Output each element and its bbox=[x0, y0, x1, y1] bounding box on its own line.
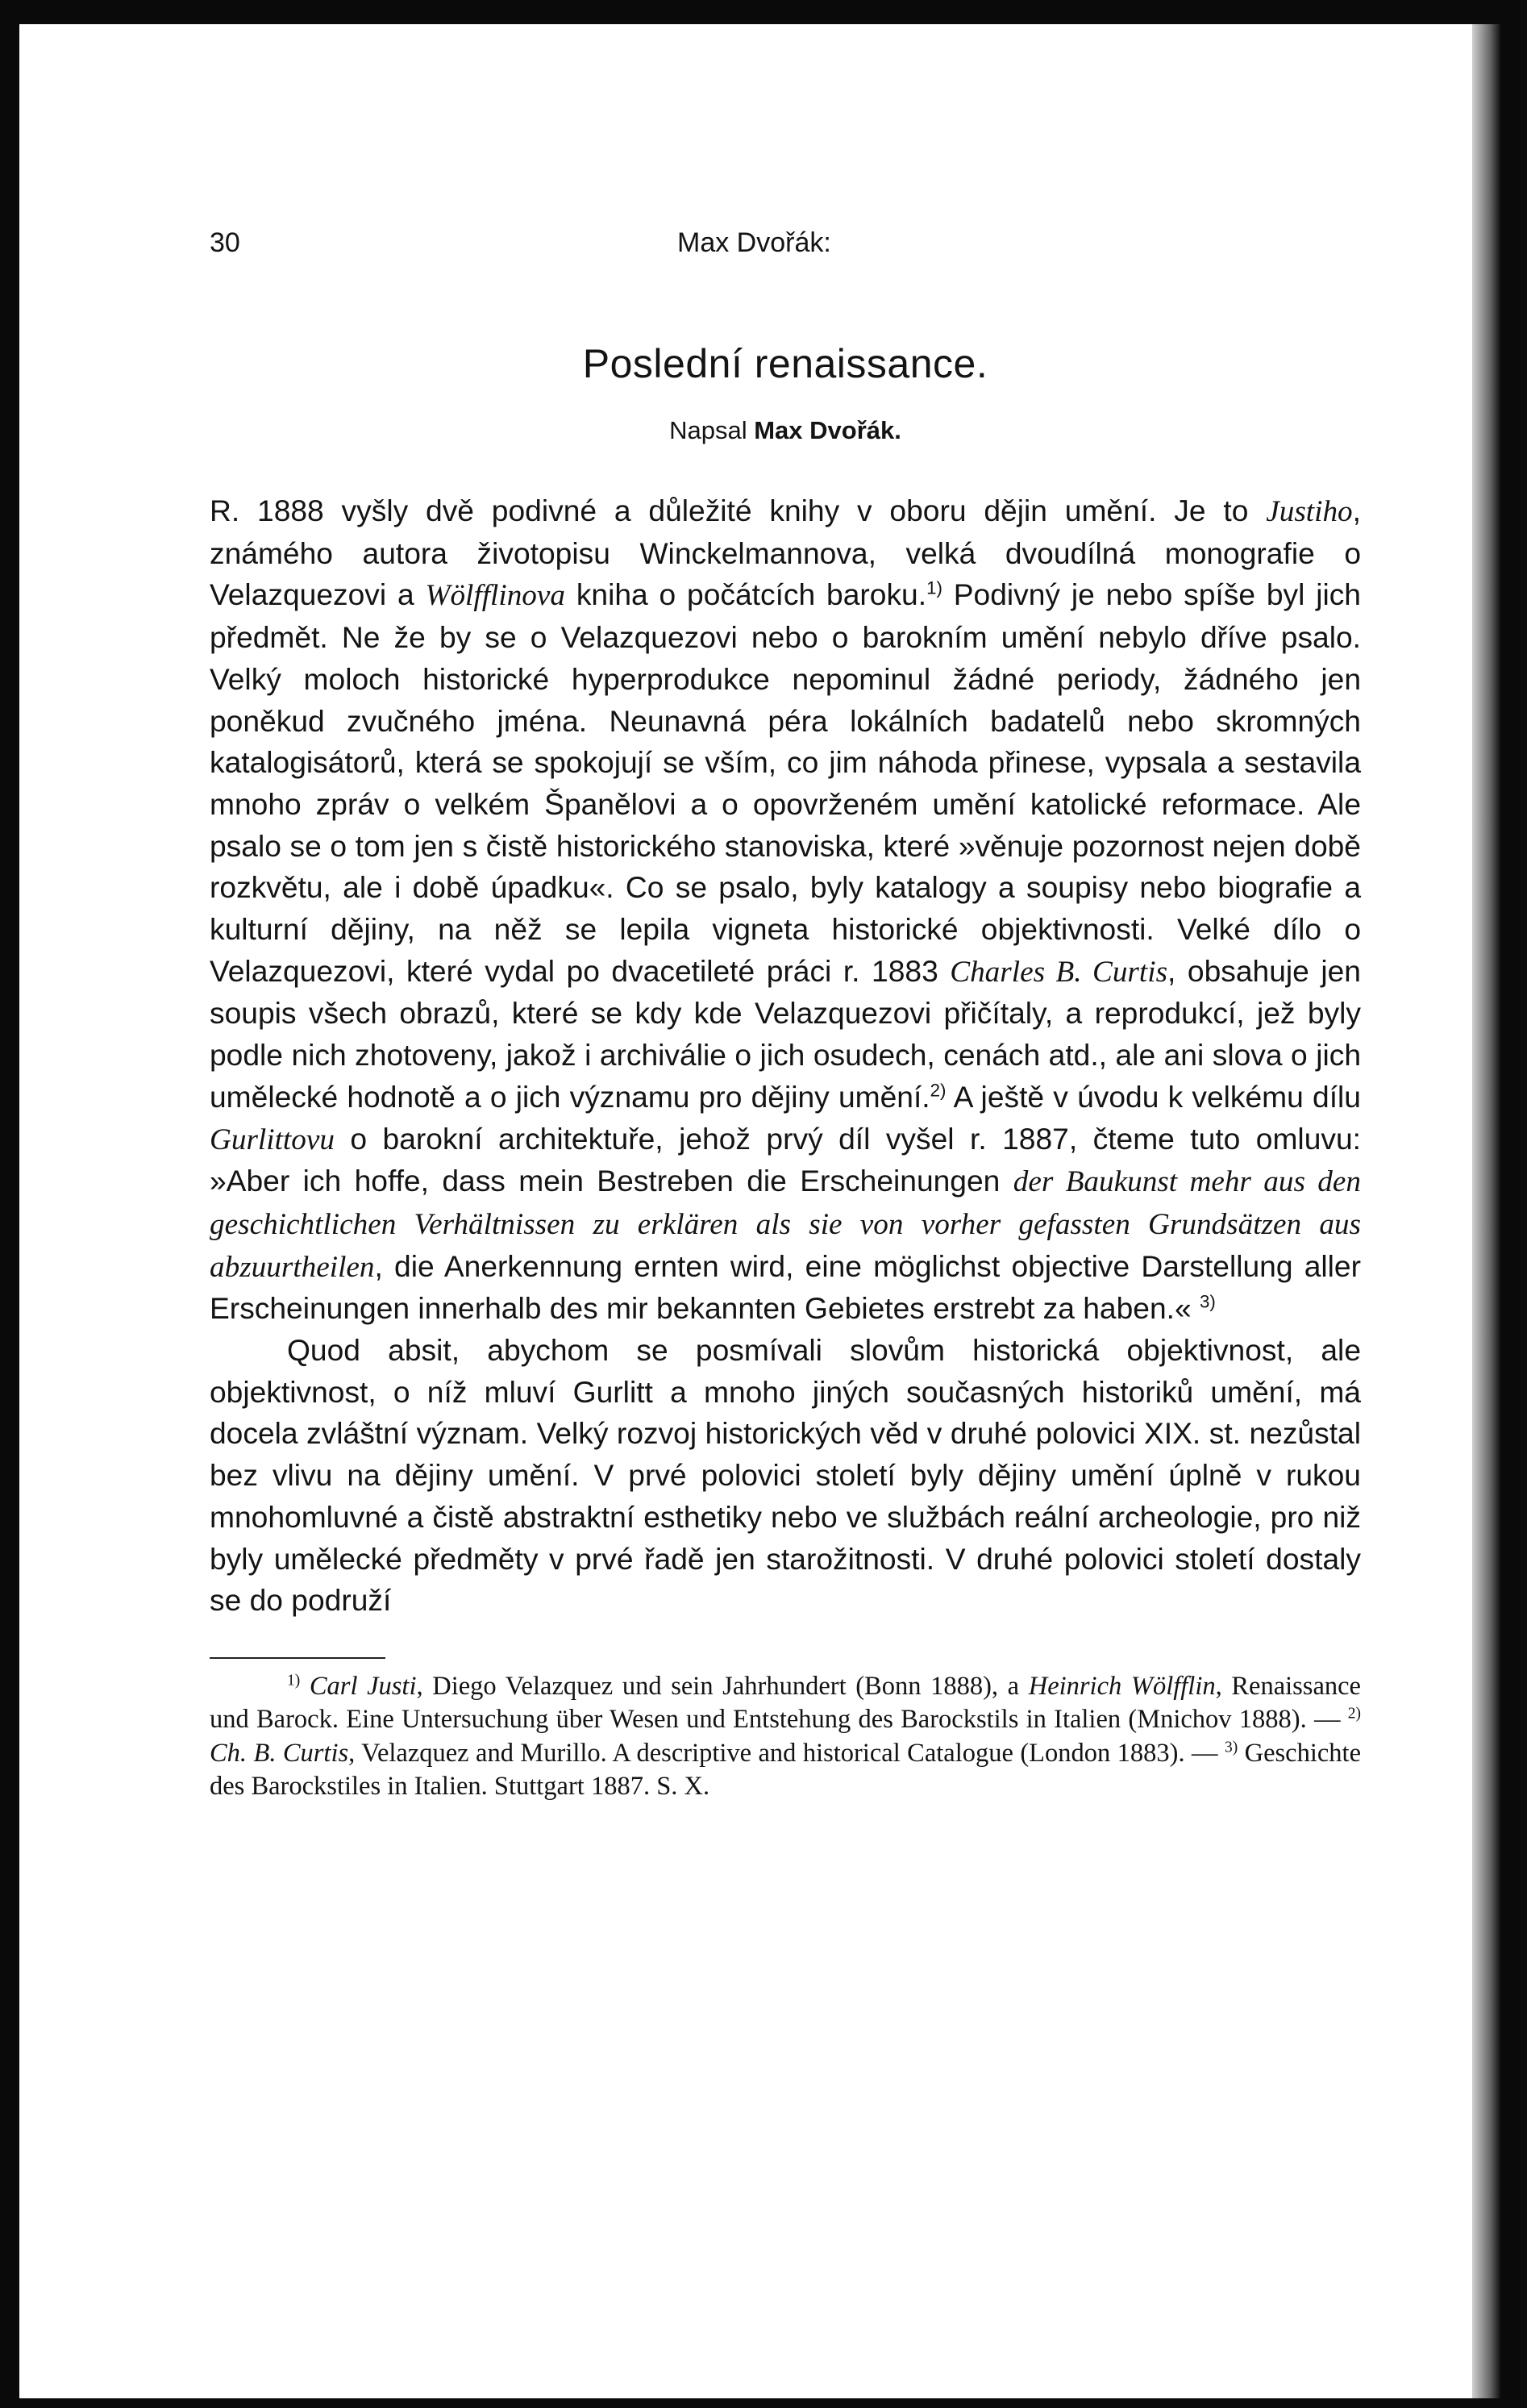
footnote-1-marker: 1) bbox=[287, 1672, 301, 1689]
paragraph-1-text: Podivný je nebo spíše byl jich předmět. Ne že by se o Velazquezovi nebo o barokním umění nebylo dříve psalo. Velký moloch historické hyperprodukce nepominul žádné periody, žádného jen poněkud zvučného jména. Neunavná péra lokálních badatelů nebo skromných katalogisátorů, která se spokojují se vším, co jim náhoda přinese, vypsala a sestavila mnoho zpráv o velkém Španělovi a o opovrženém umění katolické reformace. Ale psalo se o tom jen s čistě historického stanoviska, které »věnuje pozornost nejen době rozkvětu, ale i době úpadku«. Co se psalo, byly katalogy a soupisy nebo biografie a kulturní dějiny, na něž se lepila vigneta historické objektivnosti. Velké dílo o Velazquezovi, které vydal po dvacetileté práci r. 1883 bbox=[210, 577, 1361, 988]
paragraph-1-emphasis: Justiho bbox=[1266, 495, 1353, 528]
footnote-2-text: , Velazquez and Murillo. A descriptive and historical Catalogue (London 1883). — bbox=[348, 1738, 1225, 1768]
paragraph-1 bbox=[210, 490, 1361, 1330]
byline-prefix: Napsal bbox=[669, 416, 747, 444]
footnotes bbox=[210, 1670, 1361, 1804]
byline-author: Max Dvořák. bbox=[754, 416, 901, 444]
paragraph-1-text: , známého autora životopisu Winckelmannova, velká dvoudílná monografie o Velazquezovi a bbox=[210, 494, 1361, 612]
paragraph-1-text: , obsahuje jen soupis všech obrazů, které se kdy kde Velazquezovi přičítaly, a reprodukcí, jež byly podle nich zhotoveny, jakož i archiválie o jich osudech, cenách atd., ale ani slova o jich umělecké hodnotě a o jich významu pro dějiny umění. bbox=[210, 953, 1361, 1114]
paragraph-1-text: o barokní architektuře, jehož prvý díl vyšel r. 1887, čteme tuto omluvu: »Aber ich hoffe, dass mein Bestreben die Erscheinungen bbox=[210, 1121, 1361, 1198]
footnote-1-text: , Renaissance und Barock. Eine Untersuchung über Wesen und Entstehung des Barockstils in Italien (Mnichov 1888). — bbox=[210, 1671, 1361, 1735]
running-title: Max Dvořák: bbox=[677, 227, 831, 258]
byline bbox=[210, 416, 1361, 445]
footnote-reference: 1) bbox=[926, 578, 942, 599]
footnote-reference: 3) bbox=[1199, 1291, 1216, 1312]
footnote-3-marker: 3) bbox=[1224, 1739, 1238, 1756]
footnote-1-text: , Diego Velazquez und sein Jahrhundert (Bonn 1888), a bbox=[416, 1671, 1029, 1701]
footnote-1-author: Heinrich Wölfflin bbox=[1028, 1671, 1216, 1701]
footnote-2-marker: 2) bbox=[1347, 1705, 1361, 1723]
paragraph-1-text: kniha o počátcích baroku. bbox=[565, 577, 927, 612]
paragraph-1-text: A ještě v úvodu k velkému dílu bbox=[946, 1079, 1361, 1114]
page-edge-shadow bbox=[1472, 24, 1501, 2398]
footnote-reference: 2) bbox=[930, 1080, 947, 1101]
footnote-1-author: Carl Justi bbox=[309, 1671, 417, 1701]
paragraph-1-emphasis: der Baukunst mehr aus den geschichtlichen Verhältnissen zu erklären als sie von vorher gefassten Grundsätzen aus abzuurtheilen bbox=[210, 1165, 1361, 1284]
footnote-divider bbox=[210, 1657, 385, 1659]
article-title: Poslední renaissance. bbox=[582, 341, 988, 386]
paragraph-1-text: R. 1888 vyšly dvě podivné a důležité knihy v oboru dějin umění. Je to bbox=[210, 494, 1267, 527]
paragraph-1-emphasis: Charles B. Curtis bbox=[950, 955, 1168, 989]
footnote-2-author: Ch. B. Curtis bbox=[210, 1738, 349, 1768]
footnote-3-text: Geschichte des Barockstiles in Italien. Stuttgart 1887. S. X. bbox=[210, 1738, 1361, 1802]
paragraph-2: Quod absit, abychom se posmívali slovům historická objektivnost, ale objektivnost, o níž mluví Gurlitt a mnoho jiných současných historiků umění, má docela zvláštní význam. Velký rozvoj historických věd v druhé polovici XIX. st. nezůstal bez vlivu na dějiny umění. V prvé polovici století byly dějiny umění úplně v rukou mnohomluvné a čistě abstraktní esthetiky nebo ve službách reální archeologie, pro niž byly umělecké předměty v prvé řadě jen starožitnosti. V druhé polovici století dostaly se do podruží bbox=[210, 1333, 1361, 1618]
page-content bbox=[210, 194, 1361, 1804]
footnote-block bbox=[210, 1670, 1361, 1804]
page-number: 30 bbox=[210, 227, 240, 258]
paragraph-1-text: , die Anerkennung ernten wird, eine möglichst objective Darstellung aller Erscheinungen innerhalb des mir bekannten Gebietes erstrebt za haben.« bbox=[210, 1248, 1361, 1326]
running-head bbox=[210, 194, 1361, 258]
body-text bbox=[210, 490, 1361, 1622]
paragraph-1-emphasis: Wölfflinova bbox=[425, 579, 565, 613]
paragraph-1-emphasis: Gurlittovu bbox=[210, 1123, 335, 1156]
